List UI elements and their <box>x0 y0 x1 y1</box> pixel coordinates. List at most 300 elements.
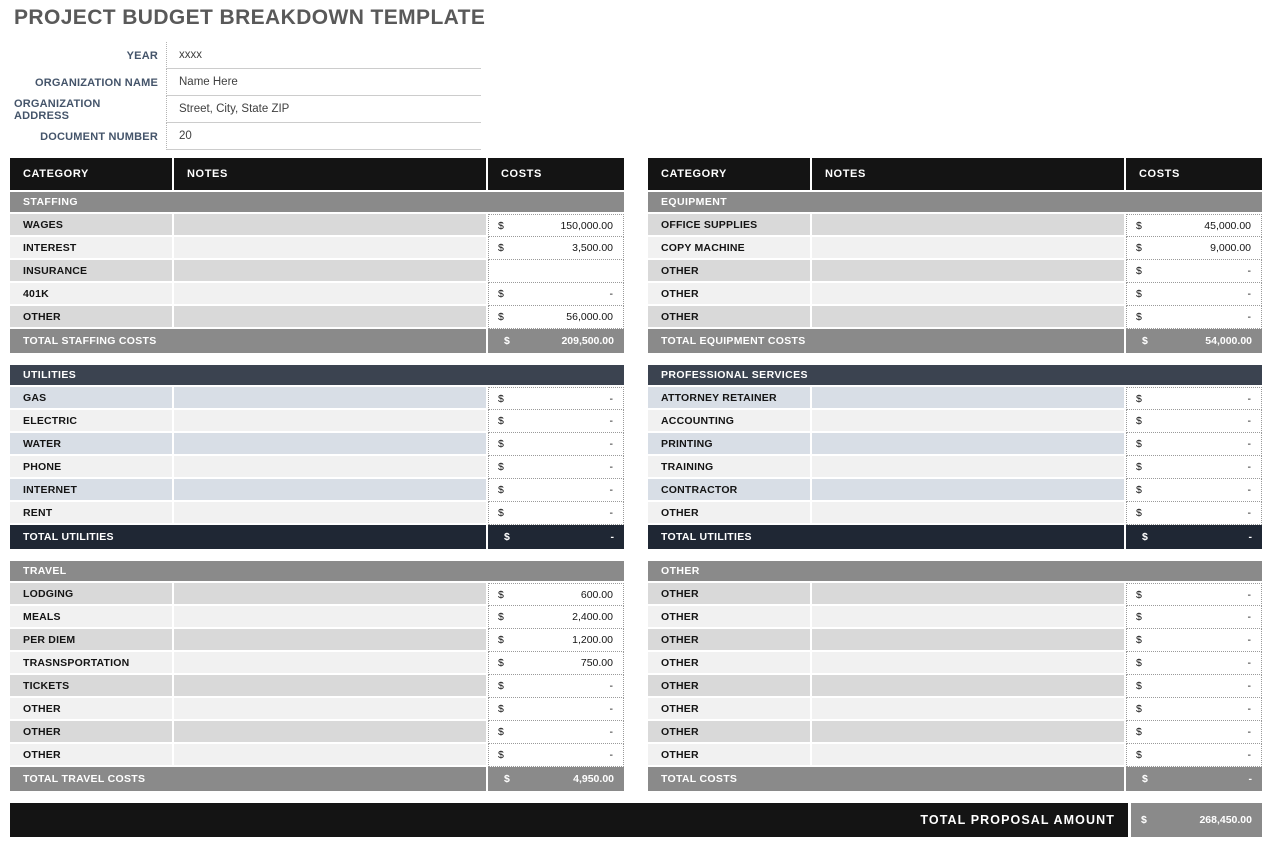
currency-symbol: $ <box>504 335 510 347</box>
cost-value: 750.00 <box>580 657 613 669</box>
currency-symbol: $ <box>1142 531 1148 543</box>
cost-value: - <box>1247 634 1251 646</box>
total-proposal-bar <box>10 803 1262 837</box>
table-row <box>10 410 624 433</box>
column-header-costs: COSTS <box>1139 168 1180 180</box>
category-cell: INTEREST <box>10 237 174 260</box>
category-cell: OFFICE SUPPLIES <box>648 214 812 237</box>
total-cost-cell <box>488 329 624 353</box>
budget-table-right <box>648 158 1262 791</box>
cost-value: - <box>1247 749 1251 761</box>
currency-symbol: $ <box>1136 749 1142 761</box>
total-label: TOTAL UTILITIES <box>10 525 488 549</box>
category-cell: OTHER <box>10 698 174 721</box>
category-cell: 401K <box>10 283 174 306</box>
cost-value: - <box>1247 484 1251 496</box>
table-row <box>10 479 624 502</box>
category-cell: ATTORNEY RETAINER <box>648 387 812 410</box>
notes-cell[interactable] <box>174 744 488 767</box>
total-label: TOTAL TRAVEL COSTS <box>10 767 488 791</box>
table-row <box>10 433 624 456</box>
cost-value: - <box>1247 288 1251 300</box>
total-cost-cell <box>1126 767 1262 791</box>
form-field-year <box>14 42 1271 69</box>
cost-cell[interactable] <box>488 721 624 744</box>
currency-symbol: $ <box>1136 703 1142 715</box>
notes-cell[interactable] <box>812 583 1126 606</box>
category-cell: OTHER <box>10 744 174 767</box>
table-row <box>648 583 1262 606</box>
table-row <box>648 410 1262 433</box>
cost-cell[interactable] <box>488 502 624 525</box>
table-row <box>648 744 1262 767</box>
cost-cell[interactable] <box>488 237 624 260</box>
table-row <box>10 652 624 675</box>
currency-symbol: $ <box>498 749 504 761</box>
total-row <box>10 329 624 353</box>
total-cost-cell <box>1126 329 1262 353</box>
category-cell: CONTRACTOR <box>648 479 812 502</box>
notes-cell[interactable] <box>174 237 488 260</box>
cost-cell[interactable] <box>1126 629 1262 652</box>
form-field-organization-address <box>14 96 1271 123</box>
form-field-label: ORGANIZATION ADDRESS <box>14 97 101 122</box>
currency-symbol: $ <box>498 392 504 405</box>
table-row <box>10 606 624 629</box>
notes-cell[interactable] <box>812 721 1126 744</box>
cost-cell[interactable] <box>488 283 624 306</box>
cost-value: - <box>1247 461 1251 473</box>
cost-cell[interactable] <box>1126 306 1262 329</box>
notes-cell[interactable] <box>812 387 1126 410</box>
currency-symbol: $ <box>1136 484 1142 496</box>
cost-value: - <box>609 392 613 405</box>
category-cell: TRAINING <box>648 456 812 479</box>
notes-cell[interactable] <box>812 606 1126 629</box>
cost-value: - <box>1247 265 1251 277</box>
notes-cell[interactable] <box>174 306 488 329</box>
cost-cell[interactable] <box>1126 698 1262 721</box>
total-row <box>648 525 1262 549</box>
category-cell: PHONE <box>10 456 174 479</box>
table-row <box>648 387 1262 410</box>
notes-cell[interactable] <box>812 260 1126 283</box>
page-title: PROJECT BUDGET BREAKDOWN TEMPLATE <box>14 6 486 29</box>
cost-cell[interactable] <box>1126 744 1262 767</box>
notes-cell[interactable] <box>174 260 488 283</box>
cost-cell[interactable] <box>488 652 624 675</box>
currency-symbol: $ <box>498 680 504 692</box>
category-cell: ACCOUNTING <box>648 410 812 433</box>
currency-symbol: $ <box>1136 288 1142 300</box>
currency-symbol: $ <box>498 726 504 738</box>
currency-symbol: $ <box>1136 265 1142 277</box>
cost-cell[interactable] <box>488 456 624 479</box>
cost-cell[interactable] <box>488 214 624 237</box>
notes-cell[interactable] <box>174 583 488 606</box>
notes-cell[interactable] <box>812 698 1126 721</box>
form-field-label: ORGANIZATION NAME <box>35 76 158 89</box>
currency-symbol: $ <box>504 773 510 785</box>
cost-value: - <box>1247 392 1251 405</box>
currency-symbol: $ <box>1136 726 1142 738</box>
column-header-costs: COSTS <box>501 168 542 180</box>
cost-cell[interactable] <box>1126 283 1262 306</box>
cost-value: - <box>1247 680 1251 692</box>
table-row <box>10 387 624 410</box>
currency-symbol: $ <box>1136 311 1142 323</box>
section-header: TRAVEL <box>10 561 624 581</box>
category-cell: OTHER <box>10 306 174 329</box>
table-row <box>648 214 1262 237</box>
section-other <box>648 561 1262 791</box>
currency-symbol: $ <box>498 242 504 254</box>
notes-cell[interactable] <box>174 479 488 502</box>
currency-symbol: $ <box>1142 335 1148 347</box>
currency-symbol: $ <box>1136 507 1142 519</box>
category-cell: OTHER <box>648 744 812 767</box>
section-utilities <box>10 365 624 549</box>
notes-cell[interactable] <box>812 652 1126 675</box>
total-row <box>10 767 624 791</box>
cost-cell[interactable] <box>488 744 624 767</box>
cost-value: 1,200.00 <box>572 634 613 646</box>
cost-cell[interactable] <box>1126 721 1262 744</box>
table-row <box>10 744 624 767</box>
notes-cell[interactable] <box>812 237 1126 260</box>
cost-cell[interactable] <box>1126 502 1262 525</box>
category-cell: OTHER <box>648 283 812 306</box>
cost-cell[interactable] <box>1126 433 1262 456</box>
total-row <box>10 525 624 549</box>
notes-cell[interactable] <box>174 387 488 410</box>
cost-value: - <box>1247 438 1251 450</box>
table-row <box>648 306 1262 329</box>
total-cost-cell <box>488 767 624 791</box>
table-row <box>648 502 1262 525</box>
cost-cell[interactable] <box>1126 583 1262 606</box>
category-cell: OTHER <box>648 675 812 698</box>
currency-symbol: $ <box>1136 634 1142 646</box>
section-header: OTHER <box>648 561 1262 581</box>
cost-value: 3,500.00 <box>572 242 613 254</box>
cost-cell[interactable] <box>488 410 624 433</box>
cost-cell[interactable] <box>1126 260 1262 283</box>
table-row <box>10 214 624 237</box>
form-field-organization-name <box>14 69 1271 96</box>
currency-symbol: $ <box>1142 773 1148 785</box>
cost-value: - <box>1247 657 1251 669</box>
currency-symbol: $ <box>498 438 504 450</box>
category-cell: WATER <box>10 433 174 456</box>
cost-value: - <box>609 726 613 738</box>
cost-value: 45,000.00 <box>1204 219 1251 232</box>
notes-cell[interactable] <box>812 456 1126 479</box>
notes-cell[interactable] <box>812 629 1126 652</box>
table-row <box>10 721 624 744</box>
section-header: STAFFING <box>10 192 624 212</box>
form-field-value[interactable]: Name Here <box>166 69 481 96</box>
category-cell: OTHER <box>648 260 812 283</box>
cost-value: - <box>609 461 613 473</box>
section-header: EQUIPMENT <box>648 192 1262 212</box>
cost-value: - <box>1247 611 1251 623</box>
notes-cell[interactable] <box>812 214 1126 237</box>
currency-symbol: $ <box>1136 392 1142 405</box>
table-row <box>648 479 1262 502</box>
category-cell: OTHER <box>648 502 812 525</box>
cost-cell[interactable] <box>1126 387 1262 410</box>
cost-value: - <box>1247 703 1251 715</box>
section-header: PROFESSIONAL SERVICES <box>648 365 1262 385</box>
notes-cell[interactable] <box>174 629 488 652</box>
currency-symbol: $ <box>1136 242 1142 254</box>
cost-value: - <box>609 703 613 715</box>
cost-cell[interactable] <box>1126 410 1262 433</box>
cost-cell[interactable] <box>488 433 624 456</box>
category-cell: OTHER <box>648 583 812 606</box>
category-cell: ELECTRIC <box>10 410 174 433</box>
total-row <box>648 329 1262 353</box>
section-header: UTILITIES <box>10 365 624 385</box>
currency-symbol: $ <box>1136 438 1142 450</box>
notes-cell[interactable] <box>174 675 488 698</box>
section-staffing <box>10 192 624 353</box>
column-header-notes: NOTES <box>174 158 488 190</box>
notes-cell[interactable] <box>174 456 488 479</box>
category-cell: MEALS <box>10 606 174 629</box>
cost-value: 150,000.00 <box>560 219 613 232</box>
currency-symbol: $ <box>1136 461 1142 473</box>
category-cell: TICKETS <box>10 675 174 698</box>
cost-cell[interactable] <box>1126 606 1262 629</box>
notes-cell[interactable] <box>812 410 1126 433</box>
currency-symbol: $ <box>498 484 504 496</box>
cost-cell[interactable] <box>488 387 624 410</box>
table-row <box>648 433 1262 456</box>
notes-cell[interactable] <box>174 652 488 675</box>
total-proposal-amount-value: 268,450.00 <box>1199 814 1252 826</box>
category-cell: OTHER <box>648 606 812 629</box>
table-row <box>648 652 1262 675</box>
table-header-row <box>10 158 624 190</box>
cost-value: - <box>1247 588 1251 601</box>
currency-symbol: $ <box>498 219 504 232</box>
budget-table-left <box>10 158 624 791</box>
cost-cell[interactable] <box>1126 479 1262 502</box>
currency-symbol: $ <box>1136 657 1142 669</box>
notes-cell[interactable] <box>174 283 488 306</box>
table-sections <box>10 192 624 791</box>
category-cell: PRINTING <box>648 433 812 456</box>
total-label: TOTAL UTILITIES <box>648 525 1126 549</box>
table-row <box>10 456 624 479</box>
cost-cell[interactable] <box>1126 456 1262 479</box>
total-row <box>648 767 1262 791</box>
notes-cell[interactable] <box>174 721 488 744</box>
cost-cell[interactable] <box>488 629 624 652</box>
table-row <box>648 675 1262 698</box>
currency-symbol: $ <box>498 703 504 715</box>
notes-cell[interactable] <box>174 502 488 525</box>
table-row <box>648 237 1262 260</box>
category-cell: INSURANCE <box>10 260 174 283</box>
total-label: TOTAL STAFFING COSTS <box>10 329 488 353</box>
cost-value: - <box>1247 311 1251 323</box>
cost-value: - <box>609 484 613 496</box>
table-row <box>10 260 624 283</box>
cost-cell[interactable] <box>488 675 624 698</box>
notes-cell[interactable] <box>174 214 488 237</box>
currency-symbol: $ <box>1141 814 1147 826</box>
total-label: TOTAL COSTS <box>648 767 1126 791</box>
cost-value: - <box>609 438 613 450</box>
notes-cell[interactable] <box>812 744 1126 767</box>
currency-symbol: $ <box>498 588 504 601</box>
cost-value: - <box>609 749 613 761</box>
category-cell: RENT <box>10 502 174 525</box>
currency-symbol: $ <box>498 461 504 473</box>
table-row <box>10 629 624 652</box>
table-row <box>648 698 1262 721</box>
cost-value: - <box>609 415 613 427</box>
category-cell: OTHER <box>648 698 812 721</box>
currency-symbol: $ <box>1136 219 1142 232</box>
currency-symbol: $ <box>498 507 504 519</box>
total-cost-value: - <box>610 531 614 543</box>
budget-tables <box>10 158 1262 791</box>
form-field-value[interactable]: 20 <box>166 123 481 150</box>
notes-cell[interactable] <box>174 433 488 456</box>
column-header-category: CATEGORY <box>10 158 174 190</box>
table-row <box>10 698 624 721</box>
total-cost-value: 209,500.00 <box>561 335 614 347</box>
currency-symbol: $ <box>504 531 510 543</box>
total-proposal-label: TOTAL PROPOSAL AMOUNT <box>10 803 1128 837</box>
cost-value: - <box>1247 415 1251 427</box>
notes-cell[interactable] <box>174 606 488 629</box>
table-row <box>10 237 624 260</box>
category-cell: COPY MACHINE <box>648 237 812 260</box>
currency-symbol: $ <box>498 611 504 623</box>
form-field-document-number <box>14 123 1271 150</box>
notes-cell[interactable] <box>812 283 1126 306</box>
notes-cell[interactable] <box>812 306 1126 329</box>
cost-cell[interactable] <box>1126 237 1262 260</box>
total-label: TOTAL EQUIPMENT COSTS <box>648 329 1126 353</box>
cost-value: 600.00 <box>580 588 613 601</box>
currency-symbol: $ <box>498 288 504 300</box>
table-row <box>10 283 624 306</box>
category-cell: WAGES <box>10 214 174 237</box>
form-field-label: DOCUMENT NUMBER <box>40 130 158 143</box>
total-proposal-amount-cell <box>1131 803 1262 837</box>
table-row <box>648 629 1262 652</box>
form-field-value[interactable]: xxxx <box>166 42 481 69</box>
table-row <box>10 675 624 698</box>
table-row <box>648 721 1262 744</box>
currency-symbol: $ <box>1136 588 1142 601</box>
section-equipment <box>648 192 1262 353</box>
total-cost-cell <box>488 525 624 549</box>
table-header-row <box>648 158 1262 190</box>
category-cell: OTHER <box>648 721 812 744</box>
org-form <box>14 42 1271 150</box>
category-cell: OTHER <box>10 721 174 744</box>
cost-cell[interactable] <box>488 260 624 283</box>
section-professional-services <box>648 365 1262 549</box>
cost-value: - <box>609 288 613 300</box>
total-cost-value: - <box>1248 531 1252 543</box>
table-row <box>648 260 1262 283</box>
cost-cell[interactable] <box>488 583 624 606</box>
category-cell: PER DIEM <box>10 629 174 652</box>
total-cost-value: 4,950.00 <box>573 773 614 785</box>
cost-value: 56,000.00 <box>566 311 613 323</box>
cost-value: - <box>1247 507 1251 519</box>
cost-cell[interactable] <box>488 606 624 629</box>
notes-cell[interactable] <box>812 433 1126 456</box>
table-row <box>10 306 624 329</box>
cost-value: - <box>1247 726 1251 738</box>
table-row <box>10 583 624 606</box>
section-travel <box>10 561 624 791</box>
currency-symbol: $ <box>498 657 504 669</box>
cost-value: - <box>609 680 613 692</box>
cost-value: - <box>609 507 613 519</box>
currency-symbol: $ <box>1136 680 1142 692</box>
notes-cell[interactable] <box>812 502 1126 525</box>
table-row <box>648 283 1262 306</box>
total-cost-cell <box>1126 525 1262 549</box>
table-row <box>10 502 624 525</box>
total-cost-value: 54,000.00 <box>1205 335 1252 347</box>
currency-symbol: $ <box>498 634 504 646</box>
currency-symbol: $ <box>1136 415 1142 427</box>
cost-cell[interactable] <box>1126 652 1262 675</box>
cost-cell[interactable] <box>488 479 624 502</box>
table-row <box>648 606 1262 629</box>
category-cell: INTERNET <box>10 479 174 502</box>
cost-cell[interactable] <box>488 306 624 329</box>
cost-value: 2,400.00 <box>572 611 613 623</box>
total-cost-value: - <box>1248 773 1252 785</box>
form-field-label: YEAR <box>126 49 158 62</box>
table-sections <box>648 192 1262 791</box>
category-cell: OTHER <box>648 629 812 652</box>
cost-value: 9,000.00 <box>1210 242 1251 254</box>
category-cell: TRASNSPORTATION <box>10 652 174 675</box>
column-header-notes: NOTES <box>812 158 1126 190</box>
category-cell: LODGING <box>10 583 174 606</box>
currency-symbol: $ <box>1136 611 1142 623</box>
notes-cell[interactable] <box>174 410 488 433</box>
notes-cell[interactable] <box>812 675 1126 698</box>
table-row <box>648 456 1262 479</box>
category-cell: GAS <box>10 387 174 410</box>
cost-cell[interactable] <box>1126 214 1262 237</box>
category-cell: OTHER <box>648 306 812 329</box>
currency-symbol: $ <box>498 311 504 323</box>
currency-symbol: $ <box>498 415 504 427</box>
category-cell: OTHER <box>648 652 812 675</box>
notes-cell[interactable] <box>812 479 1126 502</box>
column-header-category: CATEGORY <box>648 158 812 190</box>
cost-cell[interactable] <box>1126 675 1262 698</box>
notes-cell[interactable] <box>174 698 488 721</box>
cost-cell[interactable] <box>488 698 624 721</box>
form-field-value[interactable]: Street, City, State ZIP <box>166 96 481 123</box>
